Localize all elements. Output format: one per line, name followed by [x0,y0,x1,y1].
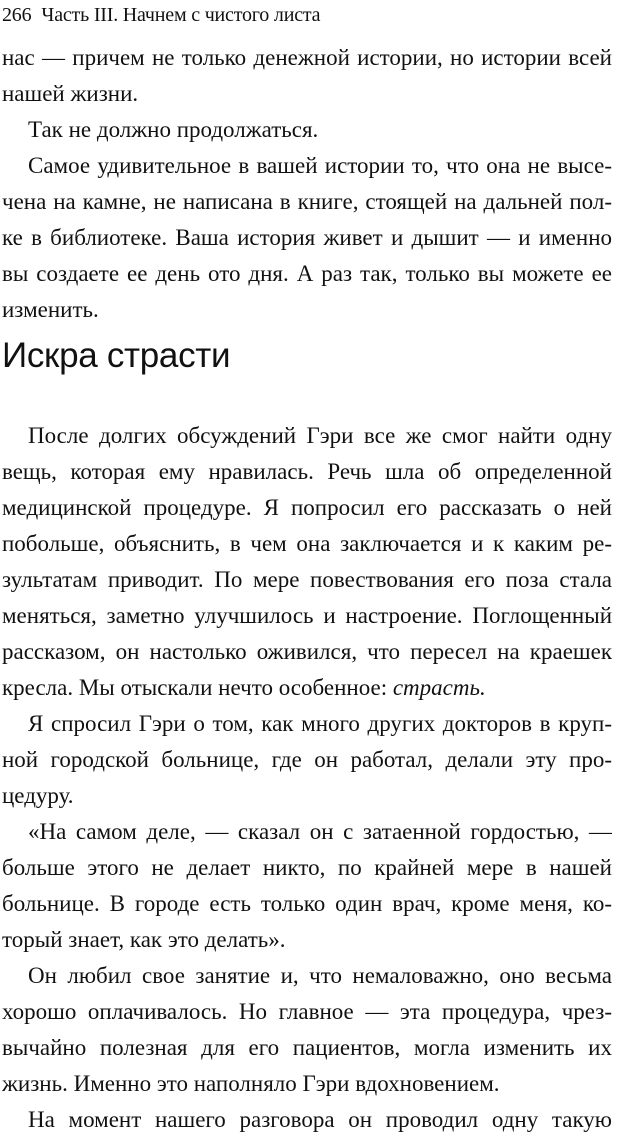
text-line: торый знает, как это делать». [2,927,286,952]
emphasis-word: страсть. [392,675,486,700]
section-heading: Искра страсти [2,336,231,375]
text-line: цедуру. [2,783,74,808]
text-line: жизнь. Именно это наполняло Гэри вдохновением. [2,1071,500,1096]
text-line: На момент нашего разговора он проводил одну такую [28,1107,612,1132]
text-line: вещь, которая ему нравилась. Речь шла об определенной [2,459,612,484]
page-number: 266 [2,4,32,26]
text-span: кресла. Мы отыскали нечто особенное: [2,675,393,700]
text-line: нашей жизни. [2,81,139,106]
text-line: изменить. [2,297,99,322]
text-line: медицинской процедуре. Я попросил его рассказать о ней [2,495,612,520]
text-line: вычайно полезная для его пациентов, могла изменить их [2,1035,612,1060]
text-line: чена на камне, не написана в книге, стоящей на дальней пол- [2,189,612,214]
text-line: больше этого не делает никто, по крайней мере в нашей [2,855,612,880]
text-line: больнице. В городе есть только один врач, кроме меня, ко- [2,891,612,916]
text-line: нас — причем не только денежной истории, но истории всей [2,45,612,70]
running-title: Часть III. Начнем с чистого листа [41,4,321,26]
text-line: Так не должно продолжаться. [28,117,319,142]
text-line [2,670,612,706]
text-line: ной городской больнице, где он работал, делали эту про- [2,747,612,772]
text-line: меняться, заметно улучшилось и настроение. Поглощенный [2,603,612,628]
text-line: ке в библиотеке. Ваша история живет и дышит — и именно [2,225,612,250]
running-header [2,4,320,27]
text-line: рассказом, он настолько оживился, что пересел на краешек [2,639,612,664]
text-line: зультатам приводит. По мере повествования его поза стала [2,567,612,592]
text-line: Самое удивительное в вашей истории то, что она не высе- [28,153,612,178]
text-line: После долгих обсуждений Гэри все же смог найти одну [28,423,612,448]
text-line: хорошо оплачивалось. Но главное — эта процедура, чрез- [2,999,612,1024]
text-line: вы создаете ее день ото дня. А раз так, только вы можете ее [2,261,612,286]
text-line: Я спросил Гэри о том, как много других докторов в круп- [28,711,612,736]
text-line: побольше, объяснить, в чем она заключается и к каким ре- [2,531,612,556]
text-line: Он любил свое занятие и, что немаловажно, оно весьма [28,963,612,988]
text-line: «На самом деле, — сказал он с затаенной гордостью, — [28,819,612,844]
